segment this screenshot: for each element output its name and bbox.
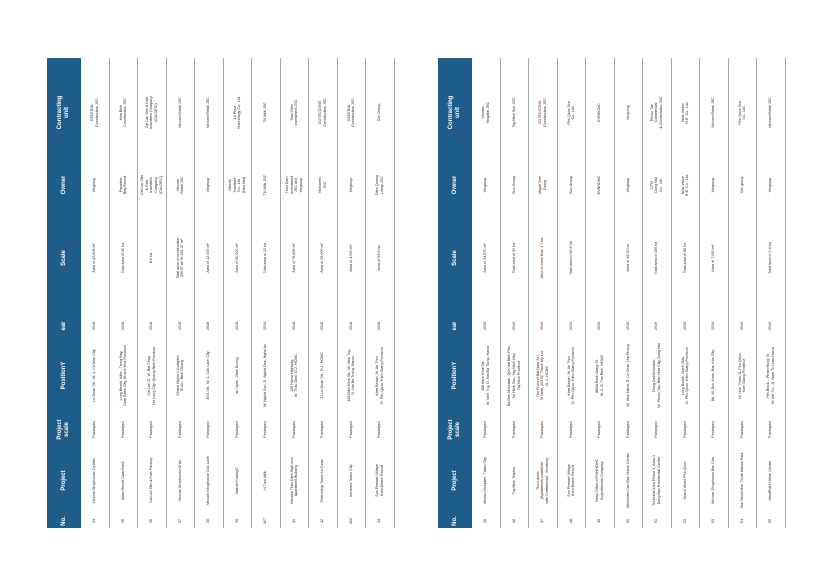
cell-no: 36 <box>138 514 167 528</box>
cell-project-scale: Packaged <box>671 412 700 447</box>
cell-year: 2019 <box>643 313 672 339</box>
cell-contracting-unit: Sun Group <box>366 58 395 167</box>
cell-no: 45 <box>472 514 500 528</box>
cell-project-scale: Packaged <box>643 412 672 447</box>
cell-no: 40T <box>252 514 281 528</box>
cell-year: 2019 <box>529 313 558 339</box>
cell-no: 50 <box>614 514 643 528</box>
cell-no: 41 <box>280 514 309 528</box>
col-position-header: PositionY <box>438 339 472 412</box>
cell-position: Kem Beach, W. An Thoi, D. Phu Quoc, Kien Giang Province <box>366 339 395 412</box>
cell-contracting-unit: Vincom Retail JSC <box>700 58 729 167</box>
cell-no: 38 <box>195 514 224 528</box>
cell-project: Head Office of EVNHCMC Experimental Company <box>586 447 615 514</box>
cell-scale: Area of 42,609 m² <box>81 203 109 313</box>
cell-contracting-unit: COTECCONS Construction JSC <box>529 58 558 167</box>
cell-project: Vinmec Hospital - Times City <box>472 447 500 514</box>
cell-position: W. Nghia Son, D. Nghia Dan, Nghe An <box>252 339 281 412</box>
cell-scale: Total area of 30 ha <box>109 203 138 313</box>
cell-no: 53 <box>700 514 729 528</box>
cell-year: 2019 <box>728 313 757 339</box>
cell-no: 42 <box>309 514 338 528</box>
cell-position: Kem Beach, W. An Thoi, D. Phu Quoc, Kien Giang Province <box>557 339 586 412</box>
cell-position: 458 Minh Khai Str., W. Vinh Tuy, D. Hai Ba Trung, Hanoi <box>472 339 500 412</box>
cell-position: W. Vinh Niem, D. Le Chan, Hai Phong <box>614 339 643 412</box>
cell-position: 30/4 Str., W. 1, Cao Lanh City <box>195 339 224 412</box>
cell-owner: Sun Group <box>557 167 586 203</box>
table-row <box>337 58 366 528</box>
cell-year: 2019 <box>472 313 500 339</box>
cell-project: Sun Premier Village Kem Beach Resort <box>366 447 395 514</box>
cell-contracting-unit: CENTRAL Construction JSC <box>337 58 366 167</box>
cell-project: Alma Resort Cam Ranh <box>109 447 138 514</box>
cell-owner: Thao Dien Investment JSC and Vingroup <box>280 167 309 203</box>
col-owner-header: Owner <box>47 167 81 203</box>
cell-year: 2018 <box>138 313 167 339</box>
cell-year: 2018 <box>223 313 252 339</box>
cell-contracting-unit: CENTRAL Construction JSC <box>81 58 109 167</box>
cell-year: 2019 <box>586 313 615 339</box>
cell-project-scale: Packaged <box>472 412 500 447</box>
cell-scale <box>728 203 757 313</box>
cell-scale: Area of 25,000 m² <box>309 203 338 313</box>
cell-position: Chanh Nghia 1 Complex Di An - Binh Duong <box>166 339 195 412</box>
cell-no: 51 <box>643 514 672 528</box>
cell-scale: Area of 46,76 ha <box>614 203 643 313</box>
cell-no: 44 <box>366 514 395 528</box>
col-project-scale-header: Project scale <box>47 412 81 447</box>
cell-project-scale: Packaged <box>109 412 138 447</box>
cell-project: inhomes Times City <box>337 447 366 514</box>
cell-contracting-unit: Vincom Retail JSC <box>195 58 224 167</box>
projects-table-left <box>47 58 395 528</box>
col-position-header: PositionY <box>47 339 81 412</box>
cell-position: 8A, W. Duc Xuan, Bac Kan City <box>700 339 729 412</box>
cell-position: W. Hon Thom, D. Phu Quoc, Kien Giang Province <box>728 339 757 412</box>
header-row <box>47 58 81 528</box>
cell-project-scale: Packaged <box>81 412 109 447</box>
table-row <box>671 58 700 528</box>
cell-no: 37 <box>166 514 195 528</box>
cell-project: The Lancer (Apartments combined with Commercial - Services) <box>529 447 558 514</box>
cell-scale: Area of 12,000 m² <box>195 203 224 313</box>
cell-project-scale: Packaged <box>223 412 252 447</box>
cell-year: 2018 <box>366 313 395 339</box>
cell-scale: Area of 60,000 m² <box>223 203 252 313</box>
cell-position: Long Beach, Ganh Dau, D. Phu Quoc, Kien Giang Province <box>671 339 700 412</box>
cell-project-scale: Packaged <box>700 412 729 447</box>
page-left <box>47 58 384 528</box>
cell-owner: New Vision R.E. Co., Ltd. <box>671 167 700 203</box>
cell-year: 2018 <box>252 313 281 339</box>
cell-no: 39 <box>223 514 252 528</box>
cell-year: 2018 <box>81 313 109 339</box>
cell-project: Cai Lan Oils & Fats Factory <box>138 447 167 514</box>
cell-position: an Uyen - Binh Duong <box>223 339 252 412</box>
cell-project: Friendship Tower Le Duan <box>309 447 338 514</box>
cell-project: Madam Thao Dien High-end Apartment Building <box>280 447 309 514</box>
cell-project: WestPoint Urban Center <box>757 447 786 514</box>
col-contracting-unit-header: Contracting unit <box>438 58 472 167</box>
table-row <box>472 58 500 528</box>
cell-year: 2019 <box>700 313 729 339</box>
cell-owner: TH MIlk JSC <box>252 167 281 203</box>
cell-year: 2018 <box>195 313 224 339</box>
table-row <box>586 58 615 528</box>
table-row <box>757 58 786 528</box>
cell-no: 52 <box>671 514 700 528</box>
col-no-header: No. <box>47 514 81 528</box>
cell-no: 34 <box>81 514 109 528</box>
cell-year: 2018 <box>166 313 195 339</box>
cell-position: Dong Dai Mountain, W. Phuoc Tan, Bien Hoa City, Dong Nai <box>643 339 672 412</box>
cell-contracting-unit: New Vision R.E. Co., Ltd. <box>671 58 700 167</box>
cell-project-scale: Packaged <box>252 412 281 447</box>
cell-owner: Vinhomes JSC <box>309 167 338 203</box>
cell-project: Sun Premier Village Kem Beach Resort <box>557 447 586 514</box>
cell-project-scale: Packaged <box>728 412 757 447</box>
cell-position: 458 Minh Khai Str., W. Vinh Tuy, D. Hai Ba Trung, Hanoi <box>337 339 366 412</box>
cell-project-scale: Packaged <box>337 412 366 447</box>
cell-owner: Wanek Furniture Co., Ltd. (Hoa Nét) <box>223 167 252 203</box>
cell-contracting-unit: Phu Quoc Sun Co., Ltd. <box>557 58 586 167</box>
cell-project: Tay Ninh Telpher <box>500 447 529 514</box>
cell-contracting-unit: Hoa Binh Construction JSC <box>109 58 138 167</box>
cell-owner: EVNHCMC <box>586 167 615 203</box>
cell-no: 48 <box>557 514 586 528</box>
cell-contracting-unit: Vinmec Hospital JSC <box>472 58 500 167</box>
table-row <box>500 58 529 528</box>
cell-owner: Vingroup <box>757 167 786 203</box>
cell-owner: Vingroup <box>81 167 109 203</box>
cell-contracting-unit: Thao Dien Investment JSC <box>280 58 309 167</box>
table-row <box>109 58 138 528</box>
cell-scale: Area of 4,000 m² <box>337 203 366 313</box>
cell-scale: Area of 24,670 m² <box>472 203 500 313</box>
cell-position: Long Beach, Alba - Trung Bay, Cam Ranh City, Khanh Hoa Province <box>109 339 138 412</box>
cell-scale: 8.6 ha <box>138 203 167 313</box>
table-row <box>366 58 395 528</box>
table-row <box>614 58 643 528</box>
cell-owner: DTN Dong Nai Co., Ltd. <box>643 167 672 203</box>
cell-scale <box>586 203 615 313</box>
cell-position: 159 Hanoi Highway, W. Thao Dien, D.2, HCMC <box>280 339 309 412</box>
cell-owner: Vingroup <box>337 167 366 203</box>
cell-year: 2019 <box>557 313 586 339</box>
col-scale-header: Scale <box>47 203 81 313</box>
cell-project-scale: Packaged <box>280 412 309 447</box>
cell-scale: Area of more than 1.7 ha <box>529 203 558 313</box>
cell-no: 46 <box>500 514 529 528</box>
table-row <box>252 58 281 528</box>
table-row <box>728 58 757 528</box>
table-row <box>700 58 729 528</box>
cell-year: 2019 <box>757 313 786 339</box>
cell-owner: Vingroup <box>472 167 500 203</box>
cell-position: Cai Lan IZ, W. Bai Chay, Ha Long City, Quang Ninh Province <box>138 339 167 412</box>
cell-scale: Area of 79,659 m² <box>280 203 309 313</box>
col-project-scale-header: Project scale <box>438 412 472 447</box>
cell-contracting-unit: Vingroup <box>614 58 643 167</box>
cell-project-scale: Packaged <box>586 412 615 447</box>
table-row <box>557 58 586 528</box>
cell-owner: Dien Quang Lamp JSC <box>366 167 395 203</box>
col-project-header: Project <box>47 447 81 514</box>
cell-scale: Total area of 85 ha <box>671 203 700 313</box>
cell-no: 49 <box>586 514 615 528</box>
cell-contracting-unit: Tay Ninh Sun JSC <box>500 58 529 167</box>
cell-project-scale: Packaged <box>138 412 167 447</box>
cell-no: 43V <box>337 514 366 528</box>
cell-position: Ba Den Mountain, Que Vat Ninh Phu, W. Ninh Son, Tay Ninh City, Tay Ninh Province <box>500 339 529 412</box>
cell-position: 8B4A Bach Dang St., W. 2, D. Tan Binh, HCMC <box>586 339 615 412</box>
cell-project: Vinhomes Cau Rao Urban Center <box>614 447 643 514</box>
cell-scale: Total area of 2.4 ha <box>757 203 786 313</box>
cell-year: 2018 <box>309 313 338 339</box>
col-scale-header: Scale <box>438 203 472 313</box>
cell-contracting-unit: Vincom Retail JSC <box>757 58 786 167</box>
cell-no: 47 <box>529 514 558 528</box>
table-row <box>643 58 672 528</box>
cell-project-scale: Packaged <box>757 412 786 447</box>
cell-owner: Sun Group <box>500 167 529 203</box>
cell-contracting-unit: COTECCONS Construction JSC <box>309 58 338 167</box>
cell-owner: MapleTree Group <box>529 167 558 203</box>
header-row <box>438 58 472 528</box>
col-contracting-unit-header: Contracting unit <box>47 58 81 167</box>
cell-scale: Total area of 22 ha <box>252 203 281 313</box>
cell-owner: Vingroup <box>614 167 643 203</box>
table-row <box>138 58 167 528</box>
cell-project: Wanek FactoryT <box>223 447 252 514</box>
table-row <box>309 58 338 528</box>
cell-contracting-unit: Cai Lan Oils & Fats Industries Company (CALOFIC) <box>138 58 167 167</box>
cell-no: 55 <box>757 514 786 528</box>
table-row <box>529 58 558 528</box>
cell-project: Grand World Phu Quoc <box>671 447 700 514</box>
col-year-header: ear <box>438 313 472 339</box>
cell-owner: Paradise Bay Resort <box>109 167 138 203</box>
cell-contracting-unit: Le Phuc Technology Co., Ltd. <box>223 58 252 167</box>
projects-table-right <box>438 58 786 528</box>
col-year-header: ear <box>47 313 81 339</box>
cell-project-scale: Packaged <box>166 412 195 447</box>
cell-contracting-unit: Vincom Retail JSC <box>166 58 195 167</box>
cell-project-scale: Packaged <box>309 412 338 447</box>
page-right <box>438 58 775 528</box>
cell-owner: Sun group <box>728 167 757 203</box>
cell-scale: Total area of construction 259.57 m² to 351.37 m² <box>166 203 195 313</box>
cell-position: 31 Le Duan Str., D.1, HCMC <box>309 339 338 412</box>
table-row <box>280 58 309 528</box>
cell-contracting-unit: Phuoc Tan Commercial & Construction JSC <box>643 58 672 167</box>
cell-owner: Vincom Retail JSC <box>166 167 195 203</box>
cell-year: 2019 <box>500 313 529 339</box>
cell-project: Sun World Hon Thom Nature Park <box>728 447 757 514</box>
col-project-header: Project <box>438 447 472 514</box>
cell-contracting-unit: TH Milk JSC <box>252 58 281 167</box>
cell-position: The Front of Bat Nam St.*, Ta Nam, 103 W. Thanh My Loi, D. 2, HCMC <box>529 339 558 412</box>
table-row <box>166 58 195 528</box>
cell-owner: Vingroup <box>195 167 224 203</box>
cell-scale: Total area of 156 ha <box>643 203 672 313</box>
cell-project: H True Milk <box>252 447 281 514</box>
table-row <box>81 58 109 528</box>
cell-year: 2019 <box>671 313 700 339</box>
cell-position: Le Duan Str., W. 1, Ca Mau City <box>81 339 109 412</box>
cell-no: 54 <box>728 514 757 528</box>
cell-no: 35 <box>109 514 138 528</box>
cell-project-scale: Packaged <box>500 412 529 447</box>
cell-project-scale: Packaged <box>529 412 558 447</box>
cell-project-scale: Packaged <box>195 412 224 447</box>
cell-project: Vincom Shophouse Bac Can <box>700 447 729 514</box>
cell-project: Vincom Shophouse Cao Lanh <box>195 447 224 514</box>
cell-year: 2018 <box>109 313 138 339</box>
cell-year: 2018 <box>280 313 309 339</box>
cell-year: 2019 <box>614 313 643 339</box>
cell-scale: Total area of 50.6 ha <box>557 203 586 313</box>
cell-owner: Vingroup <box>700 167 729 203</box>
cell-owner: Cai Lan Oils & Fats Industries Company (CALOFIC) <box>138 167 167 203</box>
cell-project-scale: Packaged <box>366 412 395 447</box>
col-owner-header: Owner <box>438 167 472 203</box>
col-no-header: No. <box>438 514 472 528</box>
cell-scale: Area of 59.6 ha <box>366 203 395 313</box>
cell-position: HH-Block – Pham Hung St. W. Me Tri – D. Nam Tu Liem Hanoi <box>757 339 786 412</box>
cell-project-scale: Packaged <box>614 412 643 447</box>
cell-project-scale: Packaged <box>557 412 586 447</box>
cell-contracting-unit: Phu Quoc Sun Co., Ltd. <box>728 58 757 167</box>
cell-year: 2018 <box>337 313 366 339</box>
cell-project: Technical Infra Phase 1, Area 1 Dong Bac Residential Center <box>643 447 672 514</box>
table-row <box>223 58 252 528</box>
cell-project: Vincom Shophouse Di An <box>166 447 195 514</box>
cell-scale: Area of 7,000 m² <box>700 203 729 313</box>
cell-scale: Total area of 30 ha <box>500 203 529 313</box>
cell-contracting-unit: EVNHCMC <box>586 58 615 167</box>
table-row <box>195 58 224 528</box>
cell-project: Vincom Shophouse Ca Mau <box>81 447 109 514</box>
